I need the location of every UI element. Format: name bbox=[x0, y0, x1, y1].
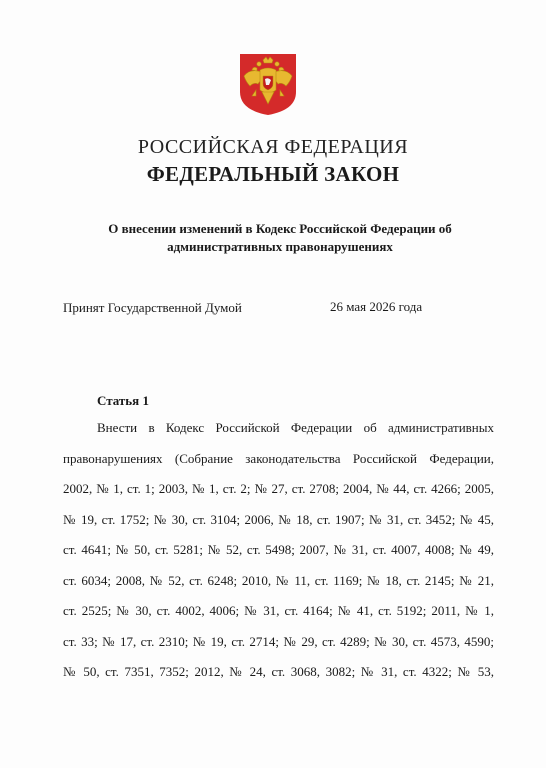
adopted-by-label: Принят Государственной Думой bbox=[63, 300, 242, 315]
law-type-heading: ФЕДЕРАЛЬНЫЙ ЗАКОН bbox=[146, 162, 400, 186]
state-name: РОССИЙСКАЯ ФЕДЕРАЦИЯ bbox=[137, 136, 409, 158]
article-text-line: Внести в Кодекс Российской Федерации об административных bbox=[97, 420, 494, 435]
article-text-line: № 50, ст. 7351, 7352; 2012, № 24, ст. 3068, 3082; № 31, ст. 4322; № 53, bbox=[63, 664, 494, 679]
article-text-line: ст. 6034; 2008, № 52, ст. 6248; 2010, № 11, ст. 1169; № 18, ст. 2145; № 21, bbox=[63, 572, 494, 588]
article-heading: Статья 1 bbox=[97, 393, 149, 408]
article-text-line: правонарушениях (Собрание законодательства Российской Федерации, bbox=[63, 450, 494, 466]
article-text-line: ст. 2525; № 30, ст. 4002, 4006; № 31, ст. 4164; № 41, ст. 5192; 2011, № 1, bbox=[63, 603, 494, 618]
law-title: О внесении изменений в Кодекс Российской Федерации об административных правонарушениях bbox=[108, 221, 452, 254]
article-text-line: 2002, № 1, ст. 1; 2003, № 1, ст. 2; № 27, ст. 2708; 2004, № 44, ст. 4266; 2005, bbox=[63, 481, 494, 496]
article-body bbox=[63, 419, 494, 694]
article-text-line: ст. 4641; № 50, ст. 5281; № 52, ст. 5498; 2007, № 31, ст. 4007, 4008; № 49, bbox=[63, 542, 494, 557]
article-text-line: № 19, ст. 1752; № 30, ст. 3104; 2006, № 18, ст. 1907; № 31, ст. 3452; № 45, bbox=[63, 511, 494, 527]
article-text-line: ст. 33; № 17, ст. 2310; № 19, ст. 2714; № 29, ст. 4289; № 30, ст. 4573, 4590; bbox=[63, 633, 494, 649]
russian-coat-of-arms-icon bbox=[238, 52, 298, 116]
adopted-date: 26 мая 2026 года bbox=[330, 299, 423, 314]
